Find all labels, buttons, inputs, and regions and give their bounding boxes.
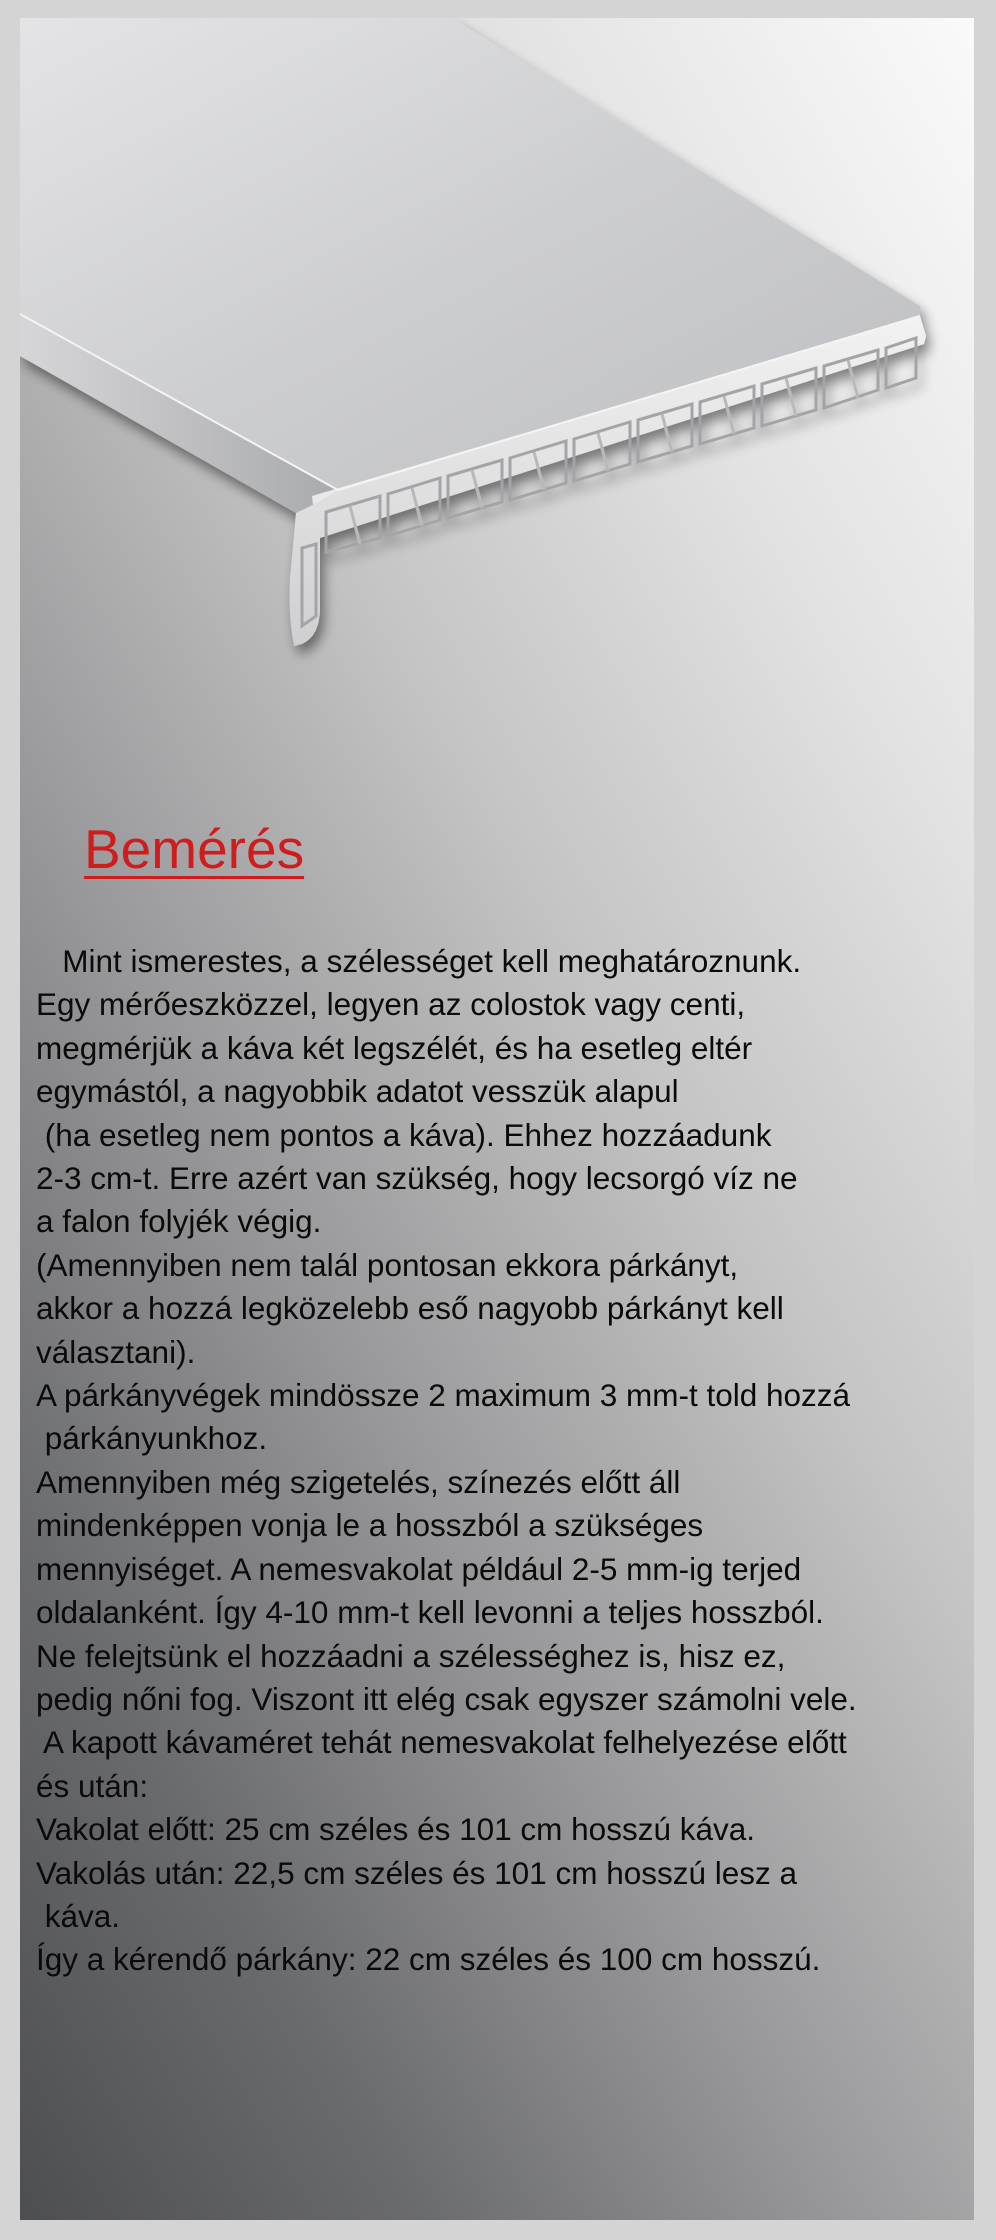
text-line: Egy mérőeszközzel, legyen az colostok vagy centi, — [36, 986, 746, 1023]
text-line: A kapott kávaméret tehát nemesvakolat felhelyezése előtt — [36, 1724, 847, 1761]
text-line: mindenképpen vonja le a hosszból a szükséges — [36, 1507, 704, 1544]
text-line: Mint ismerestes, a szélességet kell meghatároznunk. — [36, 943, 802, 979]
text-line: egymástól, a nagyobbik adatot vesszük alapul — [36, 1073, 679, 1110]
content-panel — [20, 18, 974, 2220]
text-line: (ha esetleg nem pontos a káva). Ehhez hozzáadunk — [36, 1116, 772, 1153]
text-line: Vakolás után: 22,5 cm széles és 101 cm hosszú lesz a — [36, 1854, 798, 1891]
text-line: párkányunkhoz. — [36, 1420, 268, 1457]
text-line: pedig nőni fog. Viszont itt elég csak egyszer számolni vele. — [36, 1680, 857, 1717]
text-line: Vakolat előtt: 25 cm széles és 101 cm hosszú káva. — [36, 1811, 756, 1848]
text-line: Ne felejtsünk el hozzáadni a szélességhez is, hisz ez, — [36, 1637, 786, 1674]
text-line: választani). — [36, 1333, 196, 1370]
text-line: Amennyiben még szigetelés, színezés előtt áll — [36, 1463, 681, 1500]
text-line: (Amennyiben nem talál pontosan ekkora párkányt, — [36, 1246, 739, 1283]
text-line: akkor a hozzá legközelebb eső nagyobb párkányt kell — [36, 1290, 784, 1327]
text-line: és után: — [36, 1767, 149, 1804]
text-line: oldalanként. Így 4-10 mm-t kell levonni a teljes hosszból. — [36, 1594, 824, 1631]
text-line: megmérjük a káva két legszélét, és ha esetleg eltér — [36, 1029, 753, 1066]
text-line: a falon folyjék végig. — [36, 1203, 322, 1240]
body-paragraph — [36, 940, 974, 1982]
text-line: 2-3 cm-t. Erre azért van szükség, hogy lecsorgó víz ne — [36, 1160, 798, 1197]
text-line: káva. — [36, 1897, 121, 1934]
text-line: A párkányvégek mindössze 2 maximum 3 mm-t told hozzá — [36, 1377, 851, 1414]
page-title: Bemérés — [84, 818, 305, 880]
window-sill-image — [20, 18, 974, 708]
text-line: mennyiséget. A nemesvakolat például 2-5 mm-ig terjed — [36, 1550, 802, 1587]
text-line: Így a kérendő párkány: 22 cm széles és 100 cm hosszú. — [36, 1941, 821, 1978]
